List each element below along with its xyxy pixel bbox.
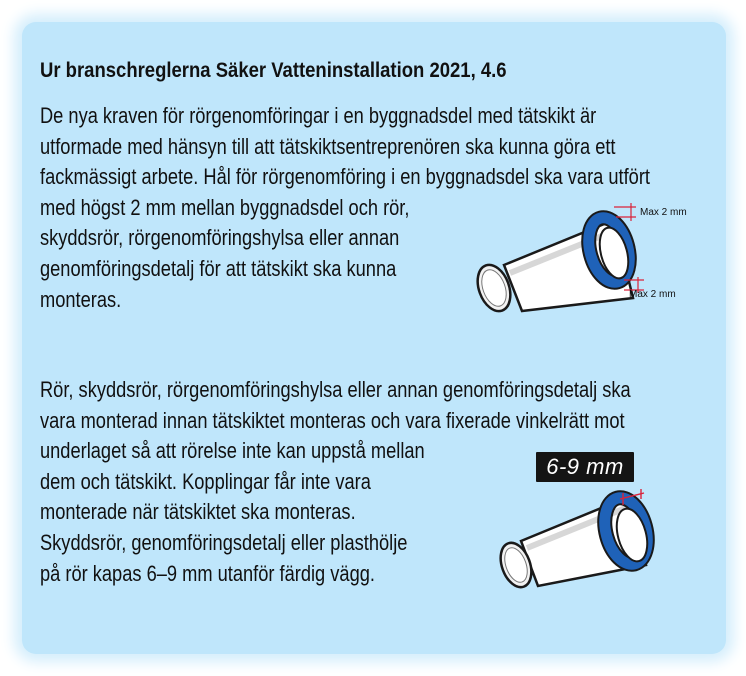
paragraph-1-line: utformade med hänsyn till att tätskiktsentreprenören ska kunna göra ett xyxy=(40,133,616,159)
paragraph-2-line: på rör kapas 6–9 mm utanför färdig vägg. xyxy=(40,560,375,586)
heading: Ur branschreglerna Säker Vatteninstallation 2021, 4.6 xyxy=(40,58,507,82)
paragraph-2-line: underlaget så att rörelse inte kan uppstå mellan xyxy=(40,438,425,464)
cut-length-label: 6-9 mm xyxy=(546,454,624,479)
pipe-penetration-illustration xyxy=(466,193,728,328)
pipe-cut-length-illustration xyxy=(496,453,686,593)
max-2mm-top-label: Max 2 mm xyxy=(640,207,687,218)
max-2mm-bottom-label: Max 2 mm xyxy=(629,289,676,300)
paragraph-1-line: fackmässigt arbete. Hål för rörgenomföring i en byggnadsdel ska vara utfört xyxy=(40,164,650,190)
paragraph-1-line: monteras. xyxy=(40,286,122,312)
paragraph-1-line: De nya kraven för rörgenomföringar i en byggnadsdel med tätskikt är xyxy=(40,103,597,128)
paragraph-1-line: med högst 2 mm mellan byggnadsdel och rör, xyxy=(40,194,410,220)
paragraph-1-line: skyddsrör, rörgenomföringshylsa eller annan xyxy=(40,225,400,251)
paragraph-1-line: genomföringsdetalj för att tätskikt ska kunna xyxy=(40,255,397,281)
paragraph-2-line: dem och tätskikt. Kopplingar får inte vara xyxy=(40,468,371,494)
paragraph-2-line: Skyddsrör, genomföringsdetalj eller plasthölje xyxy=(40,529,408,555)
paragraph-2-line: vara monterad innan tätskiktet monteras och vara fixerade vinkelrätt mot xyxy=(40,407,625,433)
paragraph-2-line: monterade när tätskiktet ska monteras. xyxy=(40,499,356,525)
paragraph-2-line: Rör, skyddsrör, rörgenomföringshylsa eller annan genomföringsdetalj ska xyxy=(40,377,631,402)
